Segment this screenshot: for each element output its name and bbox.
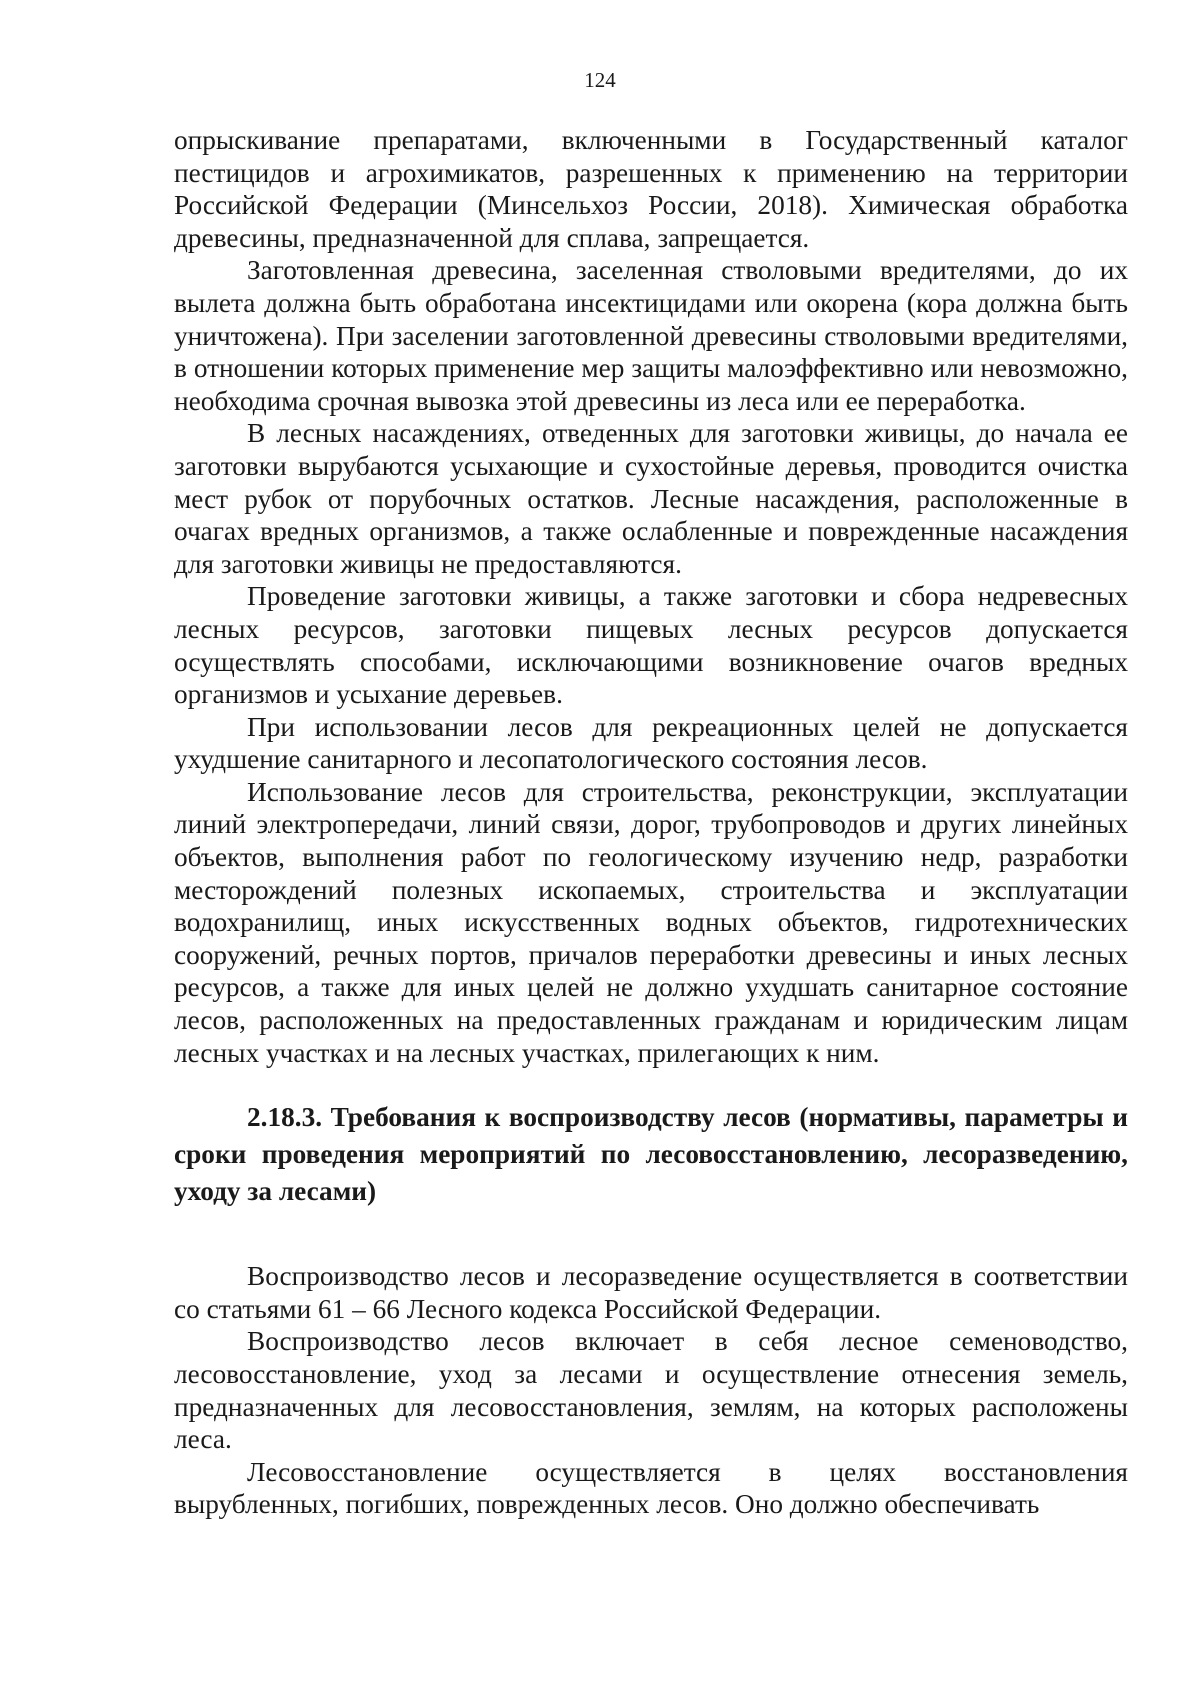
- paragraph: В лесных насаждениях, отведенных для заготовки живицы, до начала ее заготовки вырубаются усыхающие и сухостойные деревья, проводится очистка мест рубок от порубочных остатков. Лесные насаждения, расположенные в очагах вредных организмов, а также ослабленные и поврежденные насаждения для заготовки живицы не предоставляются.: [174, 418, 1128, 579]
- paragraph: Проведение заготовки живицы, а также заготовки и сбора недревесных лесных ресурсов, заготовки пищевых лесных ресурсов допускается осуществлять способами, исключающими возникновение очагов вредных организмов и усыхание деревьев.: [174, 581, 1128, 710]
- section-heading: 2.18.3. Требования к воспроизводству лесов (нормативы, параметры и сроки проведения мероприятий по лесовосстановлению, лесоразведению, уходу за лесами): [174, 1102, 1128, 1207]
- paragraph: Воспроизводство лесов включает в себя лесное семеноводство, лесовосстановление, уход за лесами и осуществление отнесения земель, предназначенных для лесовосстановления, землям, на которых расположены леса.: [174, 1326, 1128, 1455]
- page-number: 124: [584, 68, 616, 92]
- paragraph: Заготовленная древесина, заселенная стволовыми вредителями, до их вылета должна быть обработана инсектицидами или окорена (кора должна быть уничтожена). При заселении заготовленной древесины стволовыми вредителями, в отношении которых применение мер защиты малоэффективно или невозможно, необходима срочная вывозка этой древесины из леса или ее переработка.: [174, 255, 1128, 416]
- paragraph: При использовании лесов для рекреационных целей не допускается ухудшение санитарного и лесопатологического состояния лесов.: [174, 711, 1128, 775]
- paragraph: опрыскивание препаратами, включенными в Государственный каталог пестицидов и агрохимикатов, разрешенных к применению на территории Российской Федерации (Минсельхоз России, 2018). Химическая обработка древесины, предназначенной для сплава, запрещается.: [174, 125, 1128, 253]
- page-content: [174, 124, 1128, 1521]
- paragraph: Воспроизводство лесов и лесоразведение осуществляется в соответствии со статьями 61 – 66 Лесного кодекса Российской Федерации.: [174, 1261, 1128, 1324]
- paragraph: Лесовосстановление осуществляется в целях восстановления вырубленных, погибших, поврежденных лесов. Оно должно обеспечивать: [174, 1456, 1128, 1520]
- paragraph: Использование лесов для строительства, реконструкции, эксплуатации линий электропередачи, линий связи, дорог, трубопроводов и других линейных объектов, выполнения работ по геологическому изучению недр, разработки месторождений полезных ископаемых, строительства и эксплуатации водохранилищ, иных искусственных водных объектов, гидротехнических сооружений, речных портов, причалов переработки древесины и иных лесных ресурсов, а также для иных целей не должно ухудшать санитарное состояние лесов, расположенных на предоставленных гражданам и юридическим лицам лесных участках и на лесных участках, прилегающих к ним.: [174, 776, 1128, 1068]
